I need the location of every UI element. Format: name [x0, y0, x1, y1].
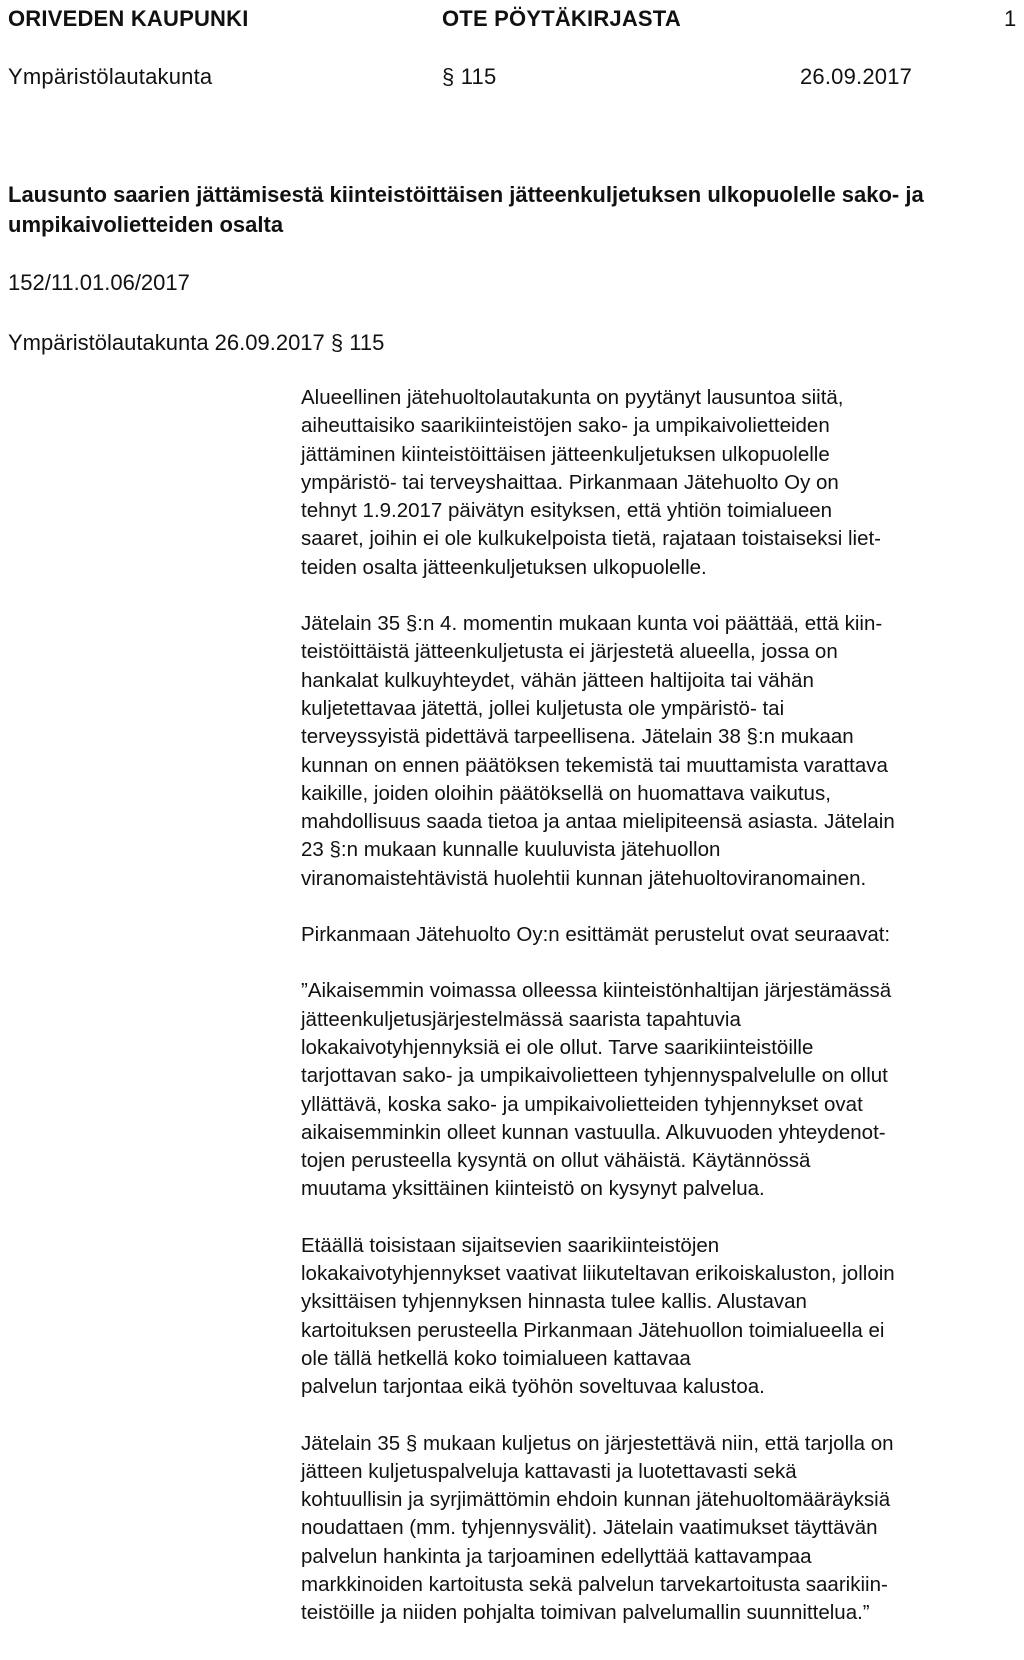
document-type: OTE PÖYTÄKIRJASTA: [442, 6, 681, 31]
page-title: Lausunto saarien jättämisestä kiinteistöittäisen jätteenkuljetuksen ulkopuolelle sako- ja umpikaivolietteiden osalta: [8, 182, 924, 237]
meeting-line: Ympäristölautakunta 26.09.2017 § 115: [8, 330, 385, 355]
city-name: ORIVEDEN KAUPUNKI: [8, 6, 249, 31]
document-body: [301, 384, 1019, 1656]
paragraph: Jätelain 35 §:n 4. momentin mukaan kunta voi päättää, että kiin- teistöittäistä jätteenkuljetusta ei järjestetä alueella, jossa on hankalat kulkuyhteydet, vähän jätteen haltijoita tai vähän kuljetettavaa jätettä, jollei kuljetusta ole ympäristö- tai terveyssyistä pidettävä tarpeellisena. Jätelain 38 §:n mukaan kunnan on ennen päätöksen tekemistä tai muuttamista varattava kaikille, joiden oloihin päätöksellä on huomattava vaikutus, mahdollisuus saada tietoa ja antaa mielipiteensä asiasta. Jätelain 23 §:n mukaan kunnalle kuuluvista jätehuollon viranomaistehtävistä huolehtii kunnan jätehuoltoviranomainen.: [301, 612, 895, 890]
board-name: Ympäristölautakunta: [8, 64, 213, 89]
paragraph: Etäällä toisistaan sijaitsevien saarikiinteistöjen lokakaivotyhjennykset vaativat liikuteltavan erikoiskaluston, jolloin yksittäisen tyhjennyksen hinnasta tulee kallis. Alustavan kartoituksen perusteella Pirkanmaan Jätehuollon toimialueella ei ole tällä hetkellä koko toimialueen kattavaa palvelun tarjontaa eikä työhön soveltuvaa kalustoa.: [301, 1233, 895, 1399]
paragraph: ”Aikaisemmin voimassa olleessa kiinteistönhaltijan järjestämässä jätteenkuljetusjärjestelmässä saarista tapahtuvia lokakaivotyhjennyksiä ei ole ollut. Tarve saarikiinteistöille tarjottavan sako- ja umpikaivolietteen tyhjennyspalvelulle on ollut yllättävä, koska sako- ja umpikaivolietteiden tyhjennykset ovat aikaisemminkin olleet kunnan vastuulla. Alkuvuoden yhteydenot- tojen perusteella kysyntä on ollut vähäistä. Käytännössä muutama yksittäinen kiinteistö on kysynyt palvelua.: [301, 979, 892, 1201]
page-number: 1: [1004, 6, 1017, 31]
meeting-date: 26.09.2017: [800, 64, 913, 89]
paragraph: Pirkanmaan Jätehuolto Oy:n esittämät perustelut ovat seuraavat:: [301, 923, 891, 947]
paragraph: Jätelain 35 § mukaan kuljetus on järjestettävä niin, että tarjolla on jätteen kuljetuspalveluja kattavasti ja luotettavasti sekä kohtuullisin ja syrjimättömin ehdoin kunnan jätehuoltomääräyksiä noudattaen (mm. tyhjennysvälit). Jätelain vaatimukset täyttävän palvelun hankinta ja tarjoaminen edellyttää kattavampaa markkinoiden kartoitusta sekä palvelun tarvekartoitusta saarikiin- teistöille ja niiden pohjalta toimivan palvelumallin suunnittelua.”: [301, 1431, 894, 1625]
paragraph: Alueellinen jätehuoltolautakunta on pyytänyt lausuntoa siitä, aiheuttaisiko saarikiinteistöjen sako- ja umpikaivolietteiden jättäminen kiinteistöittäisen jätteenkuljetuksen ulkopuolelle ympäristö- tai terveyshaittaa. Pirkanmaan Jätehuolto Oy on tehnyt 1.9.2017 päivätyn esityksen, että yhtiön toimialueen saaret, joihin ei ole kulkukelpoista tietä, rajataan toistaiseksi liet- teiden osalta jätteenkuljetuksen ulkopuolelle.: [301, 386, 881, 579]
record-number: 152/11.01.06/2017: [8, 270, 190, 295]
section-number: § 115: [442, 64, 497, 89]
